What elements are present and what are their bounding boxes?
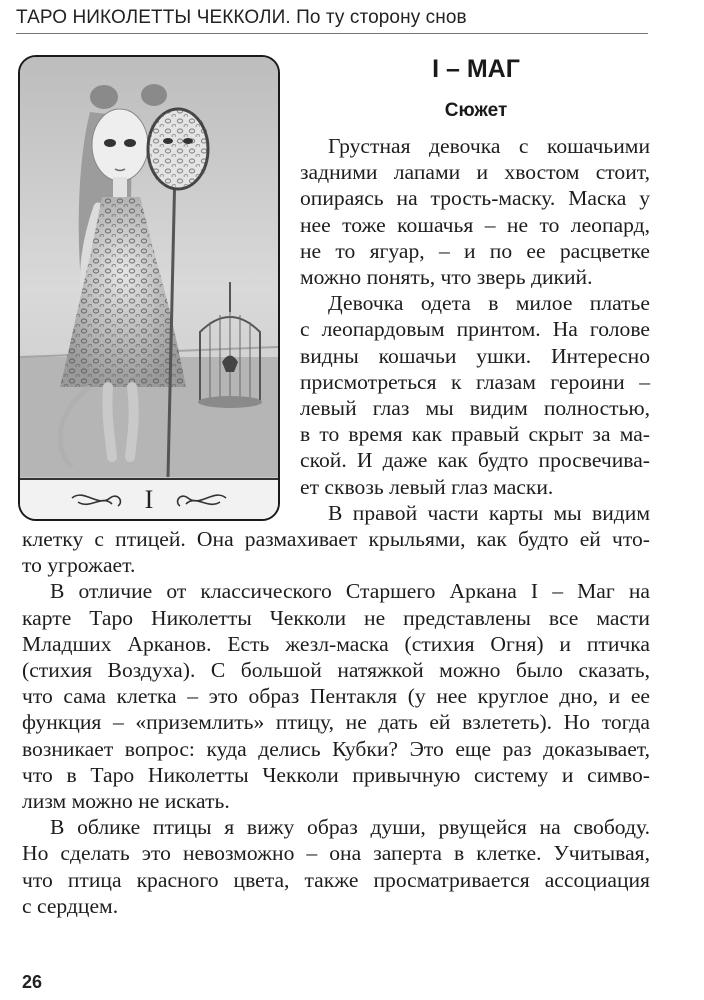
- text-line: возникает вопрос: куда делись Кубки? Это еще раз доказывает,: [22, 736, 650, 761]
- text-line: лизм можно не искать.: [22, 789, 230, 814]
- text-line: левый глаз мы видим полностью,: [300, 396, 650, 421]
- text-line: не то ягуар, – и по ее расцветке: [300, 238, 650, 263]
- text-line: видны кошачьи ушки. Интересно: [300, 343, 650, 368]
- text-line: с леопардовым принтом. На голове: [300, 317, 650, 342]
- full-width-text: [22, 526, 650, 919]
- text-line: что птица красного цвета, также просматривается ассоциация: [22, 867, 650, 892]
- text-line: присмотреться к глазам героини –: [300, 369, 650, 394]
- text-line: опираясь на трость-маску. Маска у: [300, 186, 650, 211]
- text-line: ской. И даже как будто просвечива-: [300, 448, 650, 473]
- text-line: можно понять, что зверь дикий.: [300, 265, 593, 290]
- text-line: нее тоже кошачья – не то леопард,: [300, 212, 650, 237]
- text-line: что сама клетка – это образ Пентакля (у нее круглое дно, и ее: [22, 684, 650, 709]
- text-line: карте Таро Николетты Чекколи не представлены все масти: [22, 605, 650, 630]
- running-head: ТАРО НИКОЛЕТТЫ ЧЕККОЛИ. По ту сторону снов: [16, 6, 648, 34]
- text-line: то угрожает.: [22, 553, 136, 578]
- text-line: клетку с птицей. Она размахивает крыльями, как будто ей что-: [22, 527, 650, 551]
- text-line: Младших Арканов. Есть жезл-маска (стихия Огня) и птичка: [22, 631, 650, 656]
- text-line: с сердцем.: [22, 893, 119, 918]
- card-illustration: [20, 57, 278, 519]
- text-line: В облике птицы я вижу образ души, рвущейся на свободу.: [50, 815, 650, 840]
- text-line: Но сделать это невозможно – она заперта в клетке. Учитывая,: [22, 841, 650, 866]
- text-line: В отличие от классического Старшего Аркана I – Маг на: [50, 579, 650, 604]
- text-line: в то время как правый скрыт за ма-: [300, 422, 650, 447]
- column-text: [300, 133, 650, 526]
- tarot-card-magician: [18, 55, 280, 521]
- text-line: Грустная девочка с кошачьими: [328, 134, 650, 158]
- subchapter-title: Сюжет: [444, 100, 508, 121]
- text-line: В правой части карты мы видим: [328, 500, 650, 525]
- text-line: что в Таро Николетты Чекколи привычную систему и симво-: [22, 762, 650, 787]
- card-numeral: I: [144, 485, 154, 514]
- chapter-title: I – МАГ: [432, 55, 520, 83]
- text-line: задними лапами и хвостом стоит,: [300, 160, 650, 185]
- text-line: (стихия Воздуха). С большой натяжкой можно было сказать,: [22, 658, 650, 683]
- page-number: 26: [22, 972, 43, 992]
- text-line: Девочка одета в милое платье: [328, 291, 650, 316]
- text-line: функция – «приземлить» птицу, не дать ей взлететь). Но тогда: [22, 710, 650, 735]
- text-line: ет сквозь левый глаз маски.: [300, 474, 554, 499]
